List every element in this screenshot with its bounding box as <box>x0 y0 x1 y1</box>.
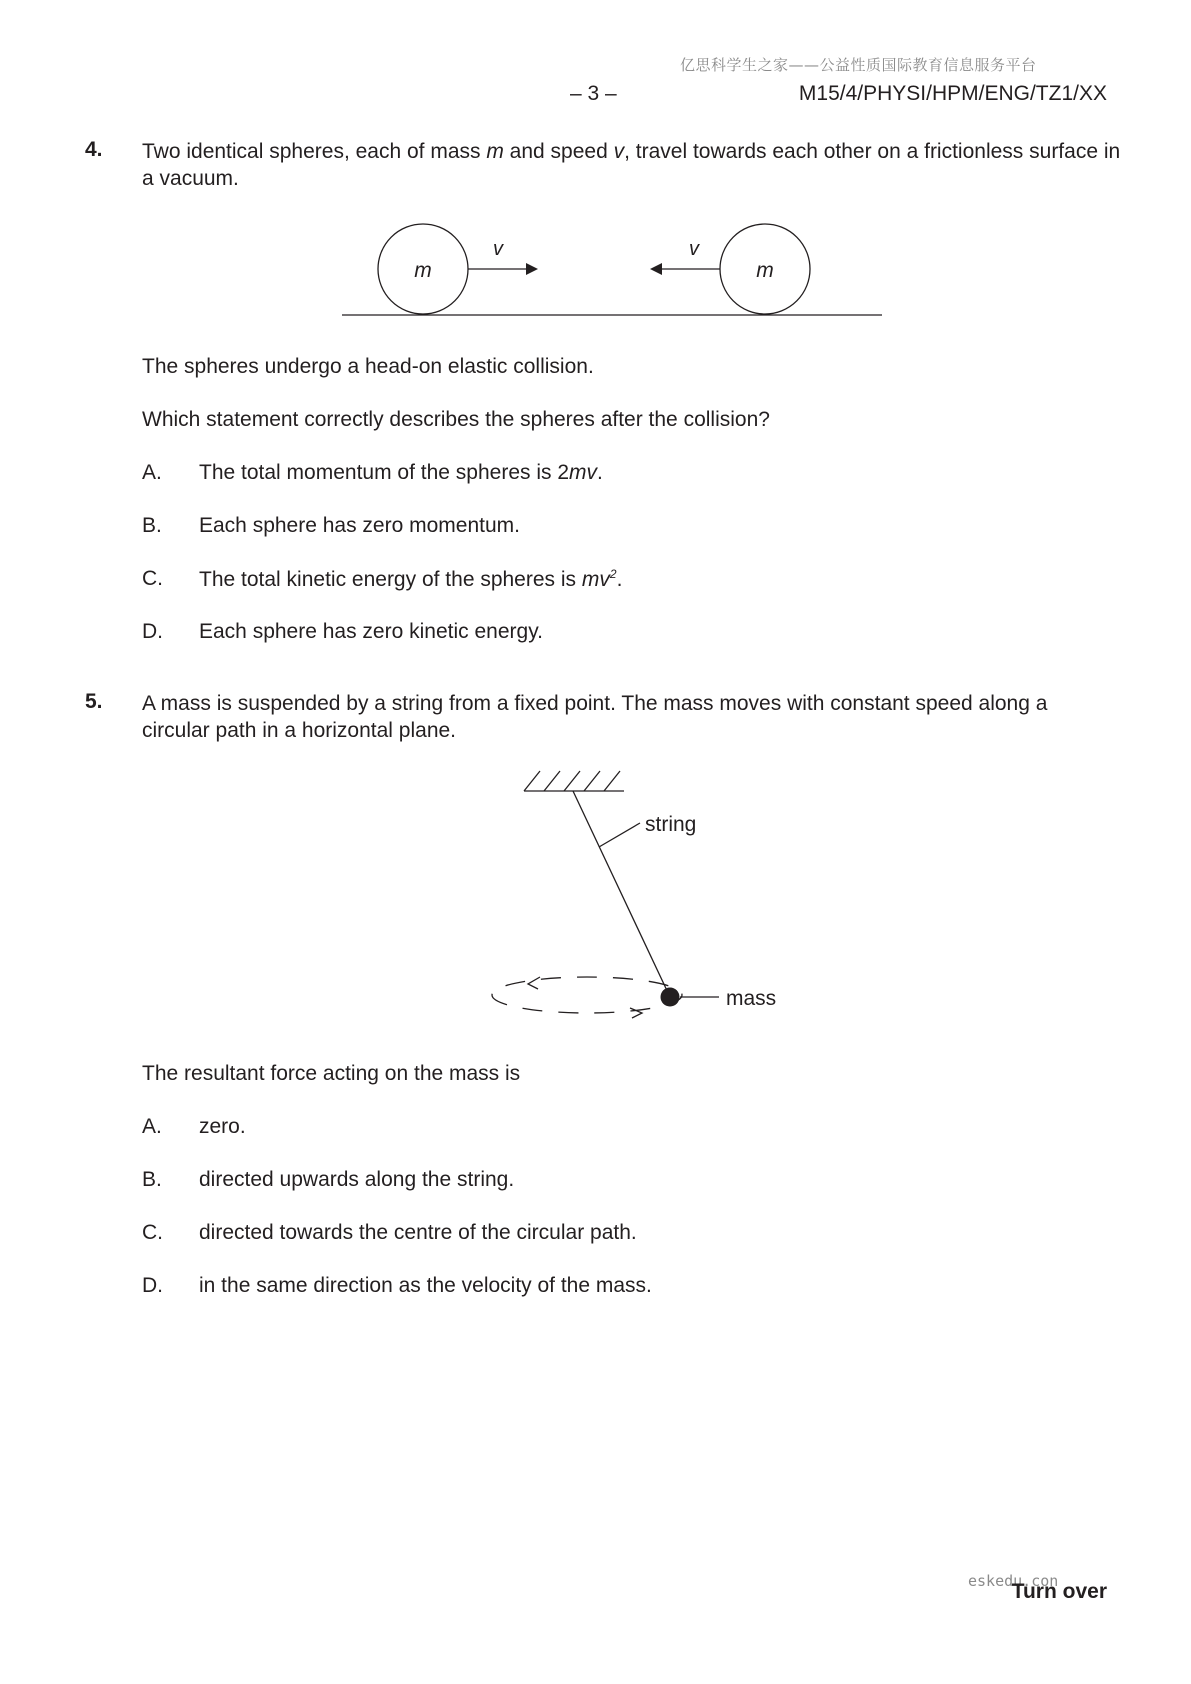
path-arrow-left-icon <box>528 977 540 989</box>
left-mass-label: m <box>414 259 432 282</box>
circular-path <box>492 977 682 1013</box>
q4-option-a-letter: A. <box>142 461 162 484</box>
question-4-stem: Two identical spheres, each of mass m and speed v, travel towards each other on a frictionless surface in a vacuum. <box>142 140 1121 190</box>
question-5-number: 5. <box>85 690 103 713</box>
q5-option-c-letter: C. <box>142 1221 163 1244</box>
string-label-leader <box>599 823 640 847</box>
question-4-question: Which statement correctly describes the spheres after the collision? <box>142 408 770 431</box>
header-watermark: 亿思科学生之家——公益性质国际教育信息服务平台 <box>680 56 1037 74</box>
right-mass-label: m <box>756 259 774 282</box>
right-arrow-icon <box>526 263 538 275</box>
right-velocity-label: v <box>689 238 699 260</box>
q4-option-b-text: Each sphere has zero momentum. <box>199 514 520 537</box>
paper-code: M15/4/PHYSI/HPM/ENG/TZ1/XX <box>798 82 1107 105</box>
q5-option-c-text: directed towards the centre of the circular path. <box>199 1221 637 1244</box>
left-velocity-label: v <box>493 238 503 260</box>
q4-option-a-text: The total momentum of the spheres is 2mv. <box>199 461 603 484</box>
conical-pendulum-diagram <box>460 765 800 1025</box>
question-5-question: The resultant force acting on the mass is <box>142 1062 521 1085</box>
q5-option-a-letter: A. <box>142 1115 162 1138</box>
page-number: – 3 – <box>570 82 617 105</box>
mass-label: mass <box>726 987 777 1010</box>
q4-option-d-text: Each sphere has zero kinetic energy. <box>199 620 543 643</box>
question-5-stem: A mass is suspended by a string from a fixed point. The mass moves with constant speed along a circular path in a horizontal plane. <box>142 692 1048 742</box>
question-4-statement: The spheres undergo a head-on elastic collision. <box>142 355 594 378</box>
q5-option-d-text: in the same direction as the velocity of the mass. <box>199 1274 652 1297</box>
q4-option-c-letter: C. <box>142 567 163 590</box>
string-label: string <box>645 813 697 836</box>
left-arrow-icon <box>650 263 662 275</box>
q5-option-b-letter: B. <box>142 1168 162 1191</box>
q5-option-a-text: zero. <box>199 1115 246 1138</box>
q4-option-b-letter: B. <box>142 514 162 537</box>
q4-option-d-letter: D. <box>142 620 163 643</box>
q5-option-d-letter: D. <box>142 1274 163 1297</box>
turn-over: Turn over <box>1011 1580 1107 1603</box>
question-4-number: 4. <box>85 138 103 161</box>
q5-option-b-text: directed upwards along the string. <box>199 1168 515 1191</box>
mass-bob <box>661 988 680 1007</box>
collision-diagram <box>330 215 890 320</box>
footer-watermark: eskedu.con <box>968 1572 1059 1590</box>
ceiling-hatching <box>524 771 620 791</box>
q4-option-c-text: The total kinetic energy of the spheres is $mv^2$. <box>199 567 623 591</box>
